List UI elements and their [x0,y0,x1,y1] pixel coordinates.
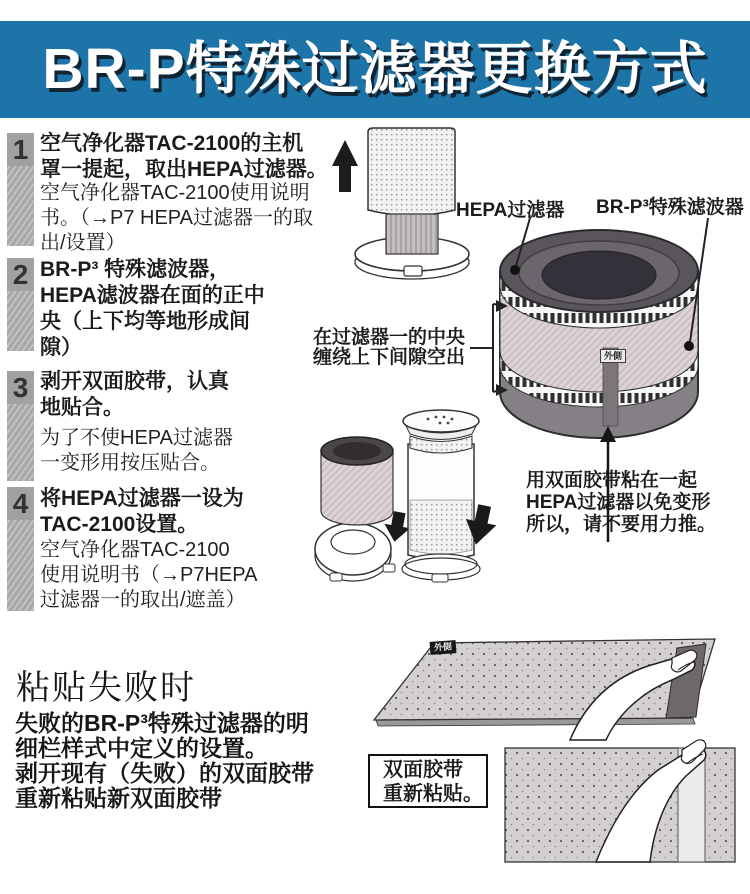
tape-caution-line-2: HEPA过滤器以免变形 [526,492,711,513]
outside-tag-cylinder: 外側 [600,349,626,363]
instruction-diagram-svg [300,118,750,630]
step-4-note [40,538,257,613]
failure-body-line-3: 剥开现有（失败）的双面胶带 [15,760,314,786]
tall-purifier-illustration [402,410,500,582]
step-4-instruction [40,486,244,538]
step-2-bold-line-3: 央（上下均等地形成间 [40,310,250,333]
step-2-bold-line-2: HEPA滤波器在面的正中 [40,284,265,307]
failure-body [15,711,314,811]
center-gap-note-line-2: 缠绕上下间隙空出 [313,347,466,368]
filter-insert-illustration [315,437,412,581]
step-3-note [40,426,233,476]
failure-body-line-4: 重新粘贴新双面胶带 [15,785,222,811]
step-1-number: 1 [7,133,34,166]
step-3-bar [7,371,34,481]
step-2-number: 2 [7,258,34,291]
step-1-note-line-3: 出/设置） [40,232,126,254]
outside-tag-sheet: 外側 [430,640,457,655]
step-2-bar [7,258,34,351]
up-arrow-icon [332,140,358,192]
failure-body-line-2: 细栏样式中定义的设置。 [15,735,268,761]
retape-line-2: 重新粘贴。 [383,783,483,805]
step-3-bold-line-1: 剥开双面胶带，认真 [40,370,229,393]
title-banner [0,21,750,118]
step-4-note-line-2: 使用说明书（→P7HEPA [40,564,258,586]
step-3-note-line-1: 为了不使HEPA过滤器 [40,427,233,449]
center-gap-note-line-1: 在过滤器一的中央 [313,327,466,348]
step-1-bold-line-2: 罩一提起，取出HEPA过滤器。 [40,158,328,181]
step-1-bar [7,133,34,246]
step-3-instruction [40,369,229,421]
step-2-bold-line-4: 隙） [40,336,82,359]
step-1-note-line-2: 书。（→P7 HEPA过滤器一的取 [40,207,313,229]
page-title: BR-P特殊过滤器更换方式 [42,37,708,101]
filter-sheet-retape-illustration [505,740,735,862]
step-1-note-line-1: 空气净化器TAC-2100使用说明 [40,182,310,204]
tape-caution-line-3: 所以，请不要用力推。 [526,514,717,535]
step-1-bold-line-1: 空气净化器TAC-2100的主机 [40,132,304,155]
tape-pointer-arrow-icon [600,426,616,542]
step-3-bold-line-2: 地贴合。 [40,396,124,419]
retape-line-1: 双面胶带 [383,759,463,781]
step-4-bar [7,487,34,611]
step-1-note [40,181,313,256]
step-4-bold-line-2: TAC-2100设置。 [40,513,199,536]
hepa-filter-label: HEPA过滤器 [456,200,565,221]
failure-heading: 粘贴失败时 [16,669,196,707]
purifier-lift-illustration [332,128,469,279]
step-1-instruction [40,131,328,183]
step-4-bold-line-1: 将HEPA过滤器一设为 [40,487,244,510]
retape-label-box [368,754,488,808]
step-2-instruction [40,257,265,361]
step-4-note-line-3: 过滤器一的取出/遮盖） [40,589,246,611]
step-4-note-line-1: 空气净化器TAC-2100 [40,539,230,561]
step-4-number: 4 [7,487,34,520]
step-3-note-line-2: 一变形用按压贴合。 [40,452,220,474]
tape-caution-line-1: 用双面胶带粘在一起 [526,470,698,491]
step-3-number: 3 [7,371,34,404]
step-2-bold-line-1: BR-P³ 特殊滤波器， [40,258,231,281]
filter-sheet-peel-illustration [374,639,715,740]
brp-filter-label: BR-P³特殊滤波器 [596,197,744,218]
failure-body-line-1: 失败的BR-P³特殊过滤器的明 [15,710,309,736]
hepa-cylinder-illustration [500,230,698,438]
